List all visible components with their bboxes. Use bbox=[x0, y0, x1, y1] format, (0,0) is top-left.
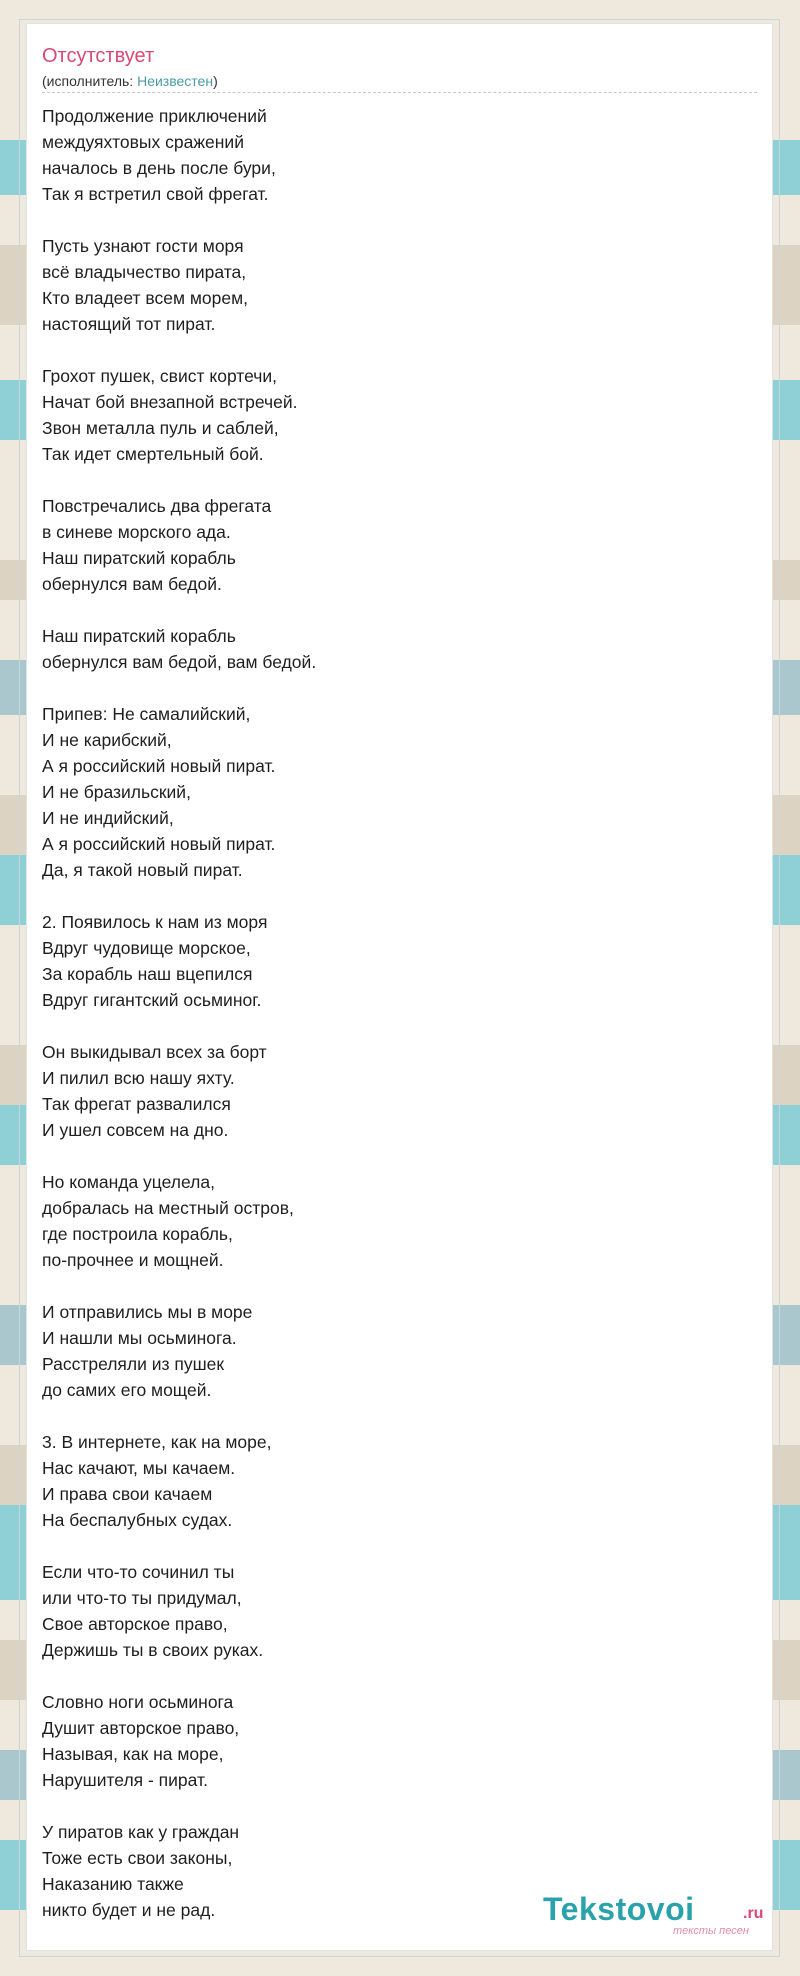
lyric-line: Вдруг гигантский осьминог. bbox=[42, 990, 262, 1010]
lyric-line: Если что-то сочинил ты bbox=[42, 1562, 235, 1582]
verse bbox=[42, 1429, 742, 1533]
verse bbox=[42, 1689, 742, 1793]
verse bbox=[42, 1299, 742, 1403]
verse bbox=[42, 623, 742, 675]
verse bbox=[42, 1169, 742, 1273]
lyric-line: И не карибский, bbox=[42, 730, 172, 750]
verse bbox=[42, 701, 742, 883]
title-divider bbox=[42, 92, 757, 93]
lyric-line: Так я встретил свой фрегат. bbox=[42, 184, 269, 204]
lyric-line: в синеве морского ада. bbox=[42, 522, 231, 542]
lyric-line: Свое авторское право, bbox=[42, 1614, 228, 1634]
lyric-line: добралась на местный остров, bbox=[42, 1198, 294, 1218]
lyric-line: Грохот пушек, свист кортечи, bbox=[42, 366, 278, 386]
lyric-line: обернулся вам бедой. bbox=[42, 574, 222, 594]
lyric-line: Наш пиратский корабль bbox=[42, 548, 236, 568]
lyric-line: И не индийский, bbox=[42, 808, 174, 828]
lyric-line: И права свои качаем bbox=[42, 1484, 213, 1504]
lyric-line: И пилил всю нашу яхту. bbox=[42, 1068, 235, 1088]
site-logo[interactable] bbox=[543, 1891, 764, 1939]
lyric-line: А я российский новый пират. bbox=[42, 834, 276, 854]
lyric-line: Кто владеет всем морем, bbox=[42, 288, 249, 308]
lyric-line: обернулся вам бедой, вам бедой. bbox=[42, 652, 317, 672]
lyric-line: И отправились мы в море bbox=[42, 1302, 253, 1322]
lyric-line: Расстреляли из пушек bbox=[42, 1354, 225, 1374]
artist-link[interactable]: Неизвестен bbox=[137, 73, 214, 89]
lyric-line: А я российский новый пират. bbox=[42, 756, 276, 776]
verse bbox=[42, 233, 742, 337]
lyric-line: где построила корабль, bbox=[42, 1224, 233, 1244]
lyric-line: Но команда уцелела, bbox=[42, 1172, 215, 1192]
lyric-line: началось в день после бури, bbox=[42, 158, 276, 178]
lyric-line: Нас качают, мы качаем. bbox=[42, 1458, 236, 1478]
verse bbox=[42, 103, 742, 207]
lyric-line: никто будет и не рад. bbox=[42, 1900, 216, 1920]
lyric-line: И ушел совсем на дно. bbox=[42, 1120, 229, 1140]
lyric-line: Словно ноги осьминога bbox=[42, 1692, 234, 1712]
lyric-line: всё владычество пирата, bbox=[42, 262, 247, 282]
lyric-line: Так идет смертельный бой. bbox=[42, 444, 264, 464]
lyrics-card bbox=[26, 23, 773, 1951]
lyric-line: Вдруг чудовище морское, bbox=[42, 938, 251, 958]
lyric-line: Повстречались два фрегата bbox=[42, 496, 272, 516]
logo-tld: .ru bbox=[743, 1905, 764, 1922]
lyrics-text bbox=[42, 103, 742, 1949]
verse bbox=[42, 1039, 742, 1143]
lyric-line: Наказанию также bbox=[42, 1874, 184, 1894]
lyric-line: Так фрегат развалился bbox=[42, 1094, 231, 1114]
lyric-line: Он выкидывал всех за борт bbox=[42, 1042, 267, 1062]
lyric-line: Тоже есть свои законы, bbox=[42, 1848, 233, 1868]
lyric-line: И не бразильский, bbox=[42, 782, 191, 802]
verse bbox=[42, 363, 742, 467]
lyric-line: На беспалубных судах. bbox=[42, 1510, 233, 1530]
lyric-line: 2. Появилось к нам из моря bbox=[42, 912, 268, 932]
lyric-line: настоящий тот пират. bbox=[42, 314, 216, 334]
artist-line bbox=[42, 72, 218, 90]
artist-suffix: ) bbox=[213, 73, 218, 89]
lyric-line: Припев: Не самалийский, bbox=[42, 704, 251, 724]
verse bbox=[42, 493, 742, 597]
lyric-line: Да, я такой новый пират. bbox=[42, 860, 243, 880]
artist-prefix: (исполнитель: bbox=[42, 73, 138, 89]
verse bbox=[42, 1559, 742, 1663]
lyric-line: по-прочнее и мощней. bbox=[42, 1250, 224, 1270]
lyric-line: Начат бой внезапной встречей. bbox=[42, 392, 298, 412]
lyric-line: или что-то ты придумал, bbox=[42, 1588, 242, 1608]
lyric-line: Душит авторское право, bbox=[42, 1718, 240, 1738]
logo-tagline: тексты песен bbox=[673, 1925, 749, 1937]
lyric-line: Называя, как на море, bbox=[42, 1744, 224, 1764]
lyric-line: Пусть узнают гости моря bbox=[42, 236, 244, 256]
lyric-line: Наш пиратский корабль bbox=[42, 626, 236, 646]
song-title: Отсутствует bbox=[42, 45, 155, 67]
lyric-line: И нашли мы осьминога. bbox=[42, 1328, 237, 1348]
lyric-line: 3. В интернете, как на море, bbox=[42, 1432, 272, 1452]
lyric-line: Нарушителя - пират. bbox=[42, 1770, 208, 1790]
lyric-line: Звон металла пуль и саблей, bbox=[42, 418, 279, 438]
logo-name: Tekstovoi bbox=[543, 1891, 695, 1927]
lyric-line: до самих его мощей. bbox=[42, 1380, 212, 1400]
lyric-line: У пиратов как у граждан bbox=[42, 1822, 240, 1842]
lyric-line: За корабль наш вцепился bbox=[42, 964, 253, 984]
lyric-line: междуяхтовых сражений bbox=[42, 132, 244, 152]
verse bbox=[42, 909, 742, 1013]
lyric-line: Держишь ты в своих руках. bbox=[42, 1640, 264, 1660]
lyric-line: Продолжение приключений bbox=[42, 106, 267, 126]
